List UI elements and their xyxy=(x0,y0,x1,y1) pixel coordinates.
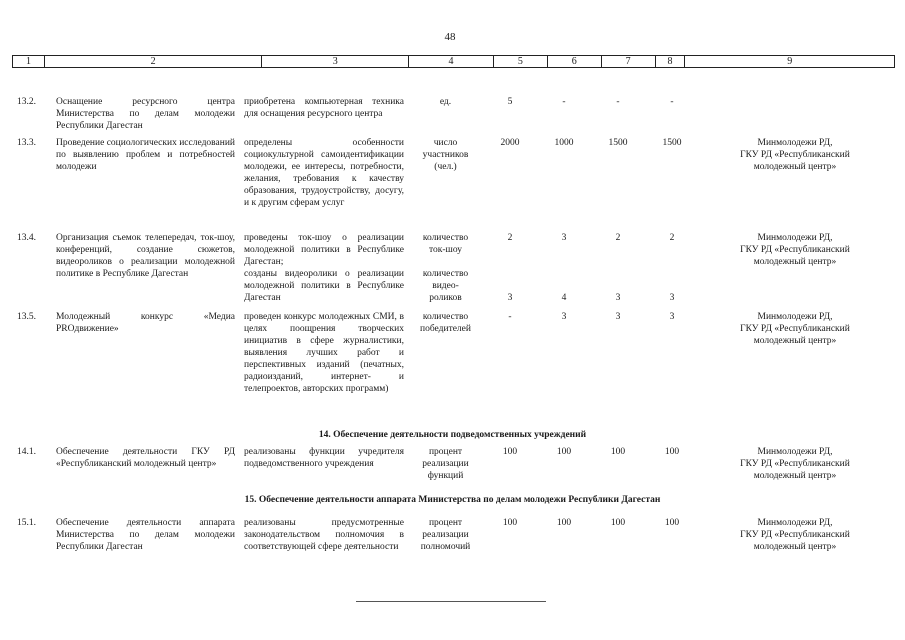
value-col-7: - xyxy=(616,97,620,107)
value-col-6: 1000 xyxy=(554,138,574,148)
expected-result: приобретена компьютерная техника для оснащения ресурсного центра xyxy=(244,97,404,119)
section-heading-15: 15. Обеспечение деятельности аппарата Министерства по делам молодежи Республики Дагестан xyxy=(244,495,661,505)
unit-tv-shows: количество ток-шоу xyxy=(422,233,469,255)
responsible-executor: Минмолодежи РД, ГКУ РД «Республиканский молодежный центр» xyxy=(740,518,850,552)
row-id: 13.4. xyxy=(17,233,36,243)
value-col-6 xyxy=(537,232,591,303)
responsible-executor: Минмолодежи РД, ГКУ РД «Республиканский молодежный центр» xyxy=(740,233,850,267)
value-videos: 3 xyxy=(615,293,621,303)
header-col-4: 4 xyxy=(408,56,493,67)
value-col-5: 5 xyxy=(507,97,513,107)
expected-result: реализованы предусмотренные законодательством полномочия в соответствующей сфере деятельности xyxy=(244,518,404,552)
value-tv-shows: 2 xyxy=(669,233,675,243)
expected-result-tv-shows: проведены ток-шоу о реализации молодежной политики в Республике Дагестан; xyxy=(244,233,404,267)
value-col-7: 3 xyxy=(615,312,621,322)
unit: процент реализации функций xyxy=(422,447,469,481)
value-tv-shows: 2 xyxy=(507,233,513,243)
header-col-9: 9 xyxy=(684,56,894,67)
value-col-8: 100 xyxy=(664,518,680,528)
value-col-7: 1500 xyxy=(608,138,628,148)
value-col-7: 100 xyxy=(610,518,626,528)
header-col-7: 7 xyxy=(601,56,655,67)
row-id: 13.3. xyxy=(17,138,36,148)
value-videos: 3 xyxy=(669,293,675,303)
measure-name: Обеспечение деятельности ГКУ РД «Республиканский молодежный центр» xyxy=(56,447,235,469)
header-col-5: 5 xyxy=(493,56,547,67)
value-tv-shows: 3 xyxy=(561,233,567,243)
responsible-executor: Минмолодежи РД, ГКУ РД «Республиканский молодежный центр» xyxy=(740,138,850,172)
unit: ед. xyxy=(439,97,452,107)
value-col-7: 100 xyxy=(610,447,626,457)
expected-result: определены особенности социокультурной самоидентификации молодежи, ее интересы, потребности, желания, требования к качеству образования, трудоустройству, досугу, и к другим сферам услуг xyxy=(244,138,404,208)
value-col-6: 100 xyxy=(556,518,572,528)
row-id: 13.2. xyxy=(17,97,36,107)
header-col-2: 2 xyxy=(44,56,262,67)
footer-rule xyxy=(356,601,546,602)
row-id: 13.5. xyxy=(17,312,36,322)
value-col-8 xyxy=(645,232,699,303)
value-col-6: 100 xyxy=(556,447,572,457)
value-col-5: - xyxy=(508,312,512,322)
value-col-5: 100 xyxy=(502,447,518,457)
value-col-6: 3 xyxy=(561,312,567,322)
value-col-6: - xyxy=(562,97,566,107)
section-heading-14: 14. Обеспечение деятельности подведомственных учреждений xyxy=(318,430,587,440)
header-col-6: 6 xyxy=(547,56,601,67)
value-col-5: 100 xyxy=(502,518,518,528)
unit-videos: количество видео- роликов xyxy=(422,269,469,303)
value-col-7 xyxy=(591,232,645,303)
value-videos: 4 xyxy=(561,293,567,303)
value-tv-shows: 2 xyxy=(615,233,621,243)
value-col-8: - xyxy=(670,97,674,107)
header-col-8: 8 xyxy=(655,56,685,67)
page-number: 48 xyxy=(444,31,456,43)
value-col-5 xyxy=(483,232,537,303)
measure-name: Организация съемок телепередач, ток-шоу, конференций, создание сюжетов, видеороликов о реализации молодежной политике в Республике Дагестан xyxy=(56,233,235,279)
header-col-3: 3 xyxy=(261,56,408,67)
expected-result: реализованы функции учредителя подведомственного учреждения xyxy=(244,447,404,469)
expected-result: проведен конкурс молодежных СМИ, в целях поощрения творческих инициатив в сфере журналистики, выявления лучших работ и перспективных изданий (печатных, радиоизданий, интернет- и телепроектов, авторских программ) xyxy=(244,312,404,394)
responsible-executor: Минмолодежи РД, ГКУ РД «Республиканский молодежный центр» xyxy=(740,447,850,481)
measure-name: Молодежный конкурс «Медиа PROдвижение» xyxy=(56,312,235,334)
value-col-8: 100 xyxy=(664,447,680,457)
unit: процент реализации полномочий xyxy=(420,518,471,552)
measure-name: Обеспечение деятельности аппарата Министерства по делам молодежи Республики Дагестан xyxy=(56,518,235,552)
measure-name: Проведение социологических исследований по выявлению проблем и потребностей молодежи xyxy=(56,138,235,172)
expected-result-videos: созданы видеоролики о реализации молодежной политики в Республике Дагестан xyxy=(244,269,404,303)
measure-name: Оснащение ресурсного центра Министерства по делам молодежи Республики Дагестан xyxy=(56,97,235,131)
unit: количество победителей xyxy=(420,312,471,334)
value-col-8: 3 xyxy=(669,312,675,322)
row-id: 15.1. xyxy=(17,518,36,528)
responsible-executor: Минмолодежи РД, ГКУ РД «Республиканский молодежный центр» xyxy=(740,312,850,346)
value-videos: 3 xyxy=(507,293,513,303)
row-id: 14.1. xyxy=(17,447,36,457)
unit: число участников (чел.) xyxy=(422,138,469,172)
header-col-1: 1 xyxy=(25,56,31,67)
value-col-8: 1500 xyxy=(662,138,682,148)
column-number-header xyxy=(12,55,895,68)
value-col-5: 2000 xyxy=(500,138,520,148)
